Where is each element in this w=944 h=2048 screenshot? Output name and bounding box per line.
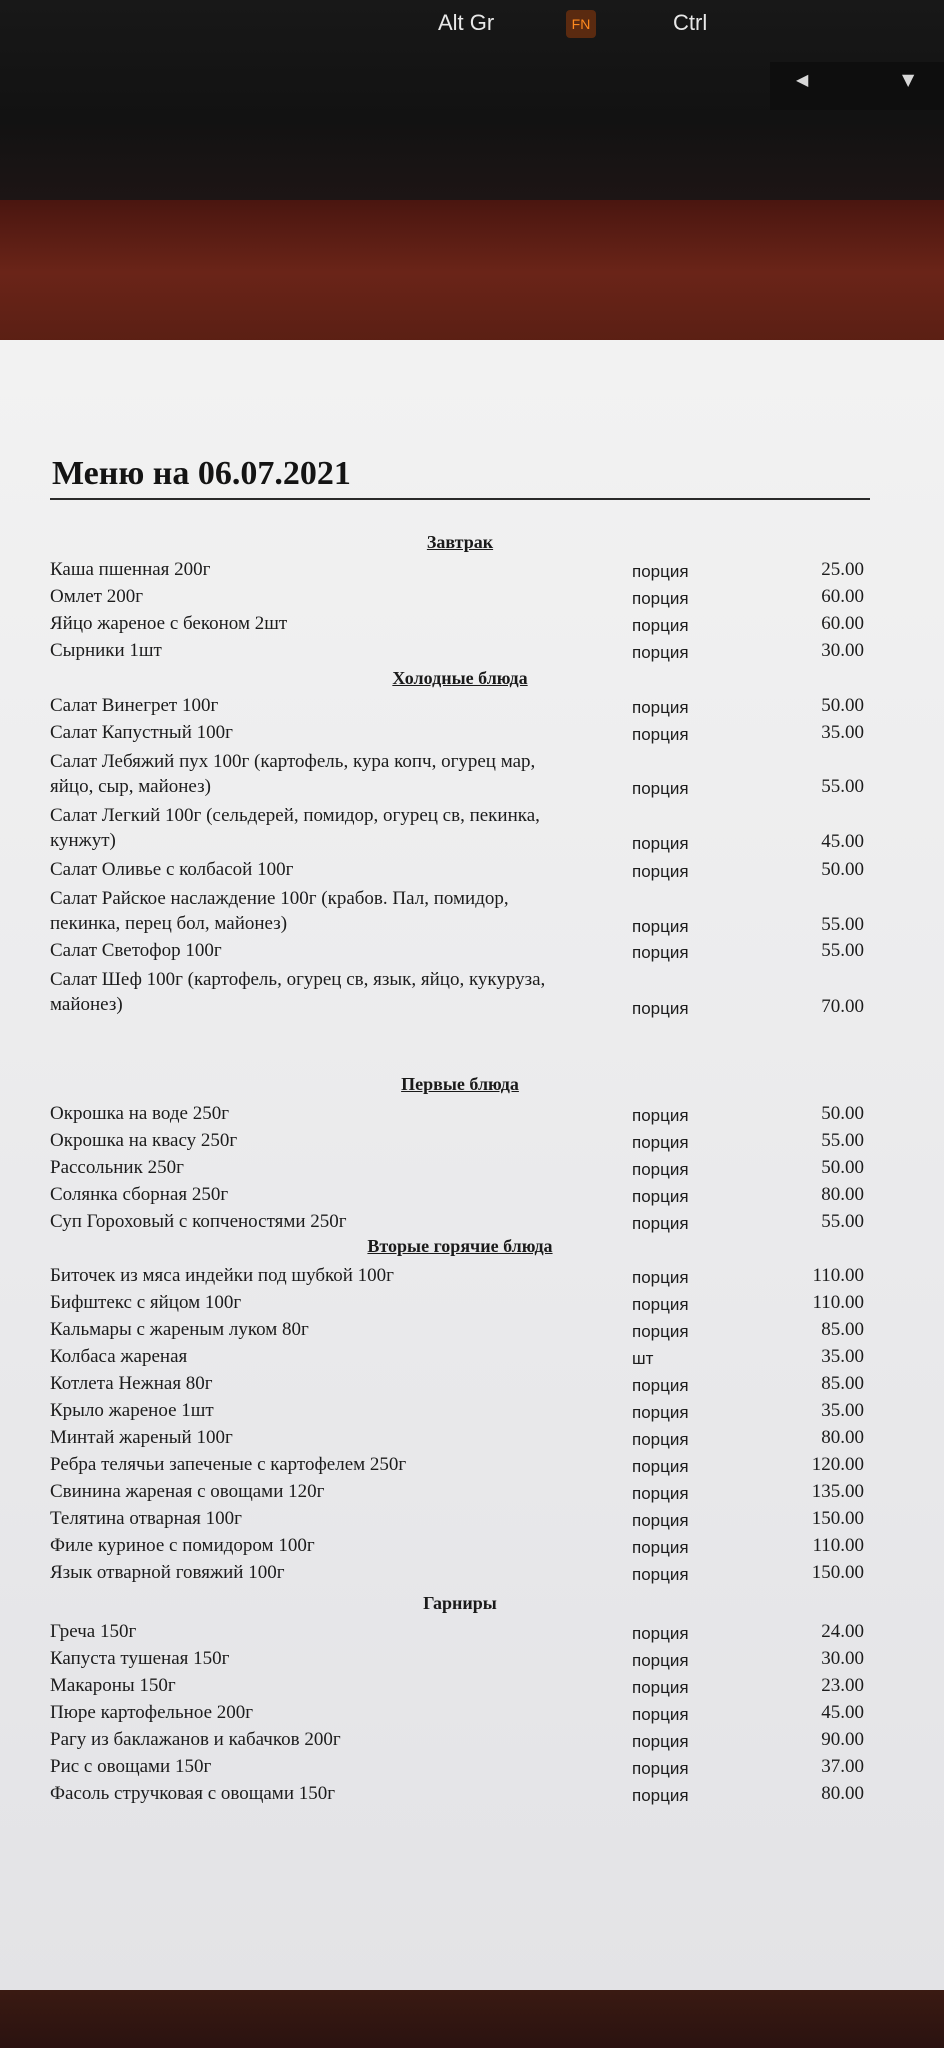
section-heading-cold-dishes: Холодные блюда: [392, 668, 528, 688]
item-name: Пюре картофельное 200г: [50, 1702, 254, 1723]
menu-item: [0, 886, 944, 940]
item-name: Сырники 1шт: [50, 640, 162, 661]
item-name: Рагу из баклажанов и кабачков 200г: [50, 1729, 341, 1750]
item-name: Каша пшенная 200г: [50, 559, 211, 580]
item-unit: порция: [632, 1268, 689, 1287]
item-price: 85.00: [821, 1319, 864, 1340]
item-unit: порция: [632, 1133, 689, 1152]
item-name: Колбаса жареная: [50, 1346, 188, 1367]
item-name: Салат Оливье с колбасой 100г: [50, 859, 294, 880]
section-heading-first-courses: Первые блюда: [401, 1074, 519, 1094]
item-price: 55.00: [821, 776, 864, 797]
item-unit: порция: [632, 698, 689, 717]
item-name: Макароны 150г: [50, 1675, 176, 1696]
item-price: 60.00: [821, 586, 864, 607]
item-name: Греча 150г: [50, 1621, 137, 1642]
item-unit: порция: [632, 1322, 689, 1341]
item-price: 50.00: [821, 1103, 864, 1124]
item-name: Крыло жареное 1шт: [50, 1400, 214, 1421]
item-name: Окрошка на квасу 250г: [50, 1130, 238, 1151]
item-price: 110.00: [812, 1535, 864, 1556]
item-price: 55.00: [821, 940, 864, 961]
keyboard-background: [0, 0, 944, 200]
item-unit: порция: [632, 1106, 689, 1125]
item-price: 55.00: [821, 1130, 864, 1151]
item-unit: порция: [632, 1376, 689, 1395]
item-price: 50.00: [821, 695, 864, 716]
item-unit: порция: [632, 1160, 689, 1179]
item-unit: порция: [632, 1678, 689, 1697]
item-name-continued: пекинка, перец бол, майонез): [50, 913, 288, 934]
item-unit: порция: [632, 1484, 689, 1503]
item-name: Рассольник 250г: [50, 1157, 184, 1178]
item-unit: порция: [632, 1295, 689, 1314]
item-price: 110.00: [812, 1292, 864, 1313]
item-unit: порция: [632, 562, 689, 581]
item-price: 80.00: [821, 1184, 864, 1205]
item-unit: порция: [632, 779, 689, 798]
item-unit: порция: [632, 616, 689, 635]
item-price: 110.00: [812, 1265, 864, 1286]
altgr-key-label: Alt Gr: [438, 10, 495, 35]
item-name: Ребра телячьи запеченые с картофелем 250г: [50, 1454, 407, 1475]
item-unit: порция: [632, 1430, 689, 1449]
item-name: Омлет 200г: [50, 586, 144, 607]
item-unit: порция: [632, 943, 689, 962]
arrow-left-icon: ◀: [796, 70, 809, 89]
item-price: 70.00: [821, 996, 864, 1017]
item-name: Язык отварной говяжий 100г: [50, 1562, 285, 1583]
item-unit: шт: [632, 1349, 654, 1368]
item-name: Фасоль стручковая с овощами 150г: [50, 1783, 336, 1804]
item-unit: порция: [632, 1732, 689, 1751]
item-price: 35.00: [821, 1400, 864, 1421]
item-unit: порция: [632, 999, 689, 1018]
item-name: Суп Гороховый с копченостями 250г: [50, 1211, 347, 1232]
item-unit: порция: [632, 1565, 689, 1584]
item-price: 80.00: [821, 1783, 864, 1804]
item-unit: порция: [632, 917, 689, 936]
item-price: 50.00: [821, 859, 864, 880]
item-name: Рис с овощами 150г: [50, 1756, 212, 1777]
menu-item: [0, 1781, 944, 1835]
item-name: Окрошка на воде 250г: [50, 1103, 229, 1124]
item-name: Салат Светофор 100г: [50, 940, 222, 961]
item-name: Капуста тушеная 150г: [50, 1648, 230, 1669]
menu-item: [0, 803, 944, 857]
item-unit: порция: [632, 1403, 689, 1422]
item-name: Салат Райское наслаждение 100г (крабов. Пал, помидор,: [50, 888, 509, 909]
item-price: 55.00: [821, 914, 864, 935]
item-name: Яйцо жареное с беконом 2шт: [50, 613, 288, 634]
item-price: 35.00: [821, 1346, 864, 1367]
section-heading-breakfast: Завтрак: [426, 532, 494, 552]
item-price: 150.00: [811, 1508, 864, 1529]
item-unit: порция: [632, 1786, 689, 1805]
item-price: 55.00: [821, 1211, 864, 1232]
item-unit: порция: [632, 1705, 689, 1724]
menu-item: [0, 967, 944, 1021]
item-price: 45.00: [821, 1702, 864, 1723]
item-price: 120.00: [811, 1454, 864, 1475]
item-unit: порция: [632, 1511, 689, 1530]
item-name: Минтай жареный 100г: [50, 1427, 233, 1448]
item-name: Салат Шеф 100г (картофель, огурец св, язык, яйцо, кукуруза,: [50, 969, 546, 990]
desk-surface-bottom: [0, 1990, 944, 2048]
item-name: Бифштекс с яйцом 100г: [50, 1292, 242, 1313]
item-price: 135.00: [811, 1481, 864, 1502]
item-price: 50.00: [821, 1157, 864, 1178]
title-divider: [50, 498, 870, 500]
item-price: 30.00: [821, 640, 864, 661]
item-price: 90.00: [821, 1729, 864, 1750]
item-price: 80.00: [821, 1427, 864, 1448]
desk-surface: [0, 200, 944, 345]
item-price: 23.00: [821, 1675, 864, 1696]
fn-key-icon: FN: [566, 10, 596, 38]
item-price: 24.00: [821, 1621, 864, 1642]
item-name: Котлета Нежная 80г: [50, 1373, 213, 1394]
item-name: Салат Легкий 100г (сельдерей, помидор, огурец св, пекинка,: [50, 805, 540, 826]
ctrl-key-label: Ctrl: [673, 10, 708, 35]
item-name: Салат Капустный 100г: [50, 722, 233, 743]
section-heading-side-dishes: Гарниры: [423, 1593, 497, 1613]
item-price: 30.00: [821, 1648, 864, 1669]
item-unit: порция: [632, 1538, 689, 1557]
item-unit: порция: [632, 834, 689, 853]
item-unit: порция: [632, 1624, 689, 1643]
item-price: 25.00: [821, 559, 864, 580]
item-unit: порция: [632, 1457, 689, 1476]
item-unit: порция: [632, 643, 689, 662]
item-unit: порция: [632, 1187, 689, 1206]
item-price: 35.00: [821, 722, 864, 743]
item-name-continued: майонез): [50, 994, 123, 1015]
item-unit: порция: [632, 725, 689, 744]
item-price: 60.00: [821, 613, 864, 634]
item-name: Солянка сборная 250г: [50, 1184, 229, 1205]
item-name: Свинина жареная с овощами 120г: [50, 1481, 325, 1502]
item-price: 150.00: [811, 1562, 864, 1583]
arrow-down-icon: ▼: [902, 70, 915, 89]
item-unit: порция: [632, 589, 689, 608]
item-name: Салат Лебяжий пух 100г (картофель, кура копч, огурец мар,: [50, 751, 536, 772]
item-name: Салат Винегрет 100г: [50, 695, 219, 716]
item-name: Биточек из мяса индейки под шубкой 100г: [50, 1265, 394, 1286]
item-unit: порция: [632, 862, 689, 881]
item-name-continued: яйцо, сыр, майонез): [50, 776, 211, 797]
item-price: 85.00: [821, 1373, 864, 1394]
menu-title: Меню на 06.07.2021: [52, 455, 351, 492]
item-unit: порция: [632, 1214, 689, 1233]
item-name: Телятина отварная 100г: [50, 1508, 242, 1529]
menu-item: [0, 749, 944, 803]
item-price: 45.00: [821, 831, 864, 852]
item-name: Кальмары с жареным луком 80г: [50, 1319, 309, 1340]
section-heading-hot-main-courses: Вторые горячие блюда: [367, 1236, 553, 1256]
item-unit: порция: [632, 1651, 689, 1670]
item-name: Филе куриное с помидором 100г: [50, 1535, 315, 1556]
item-price: 37.00: [821, 1756, 864, 1777]
item-name-continued: кунжут): [50, 830, 116, 851]
item-unit: порция: [632, 1759, 689, 1778]
